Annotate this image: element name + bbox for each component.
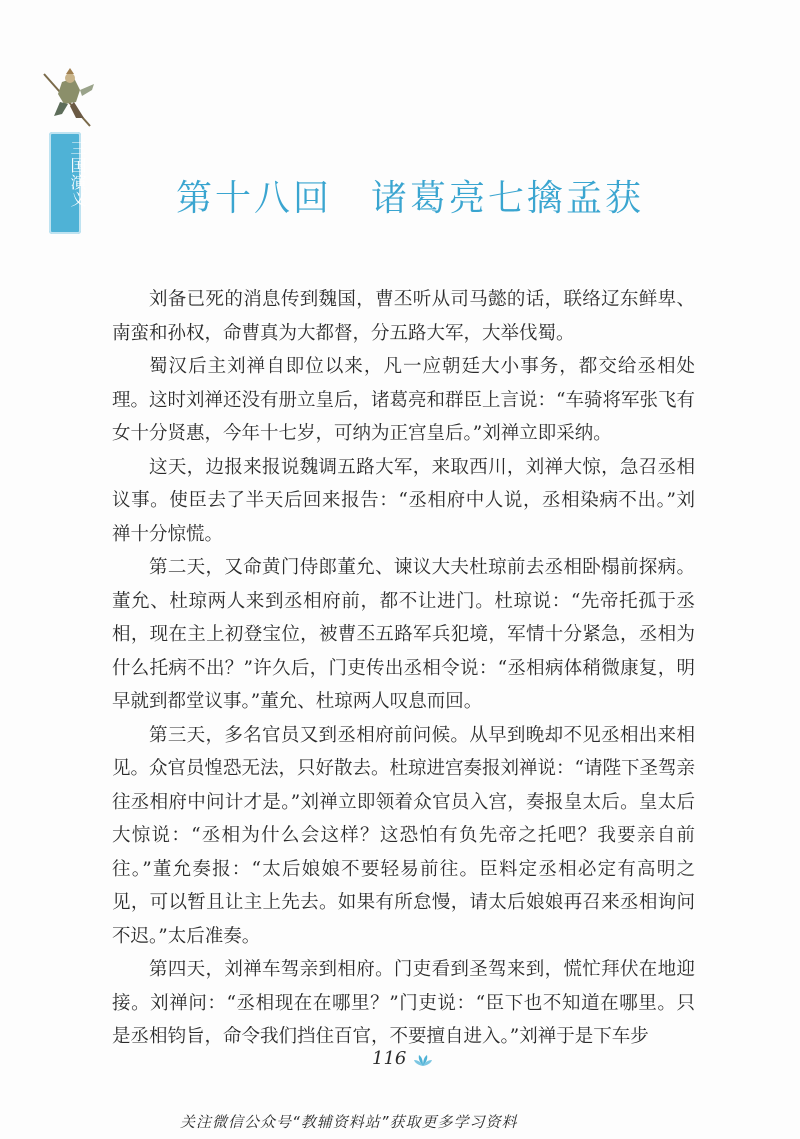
paragraph: 第二天，又命黄门侍郎董允、谏议大夫杜琼前去丞相卧榻前探病。董允、杜琼两人来到丞相府前，都不让进门。杜琼说：“先帝托孤于丞相，现在主上初登宝位，被曹丕五路军兵犯境，军情十分紧急，丞相为什么托病不出？”许久后，门吏传出丞相令说：“丞相病体稍微康复，明早就到都堂议事。”董允、杜琼两人叹息而回。 [112, 557, 695, 712]
book-title-tab [49, 132, 87, 234]
paragraph: 蜀汉后主刘禅自即位以来，凡一应朝廷大小事务，都交给丞相处理。这时刘禅还没有册立皇后，诸葛亮和群臣上言说：“车骑将军张飞有女十分贤惠，今年十七岁，可纳为正宫皇后。”刘禅立即采纳。 [112, 356, 695, 444]
paragraph: 第三天，多名官员又到丞相府前问候。从早到晚却不见丞相出来相见。众官员惶恐无法，只好散去。杜琼进宫奏报刘禅说：“请陛下圣驾亲往丞相府中问计才是。”刘禅立即领着众官员入宫，奏报皇太后。皇太后大惊说：“丞相为什么会这样？这恐怕有负先帝之托吧？我要亲自前往。”董允奏报：“太后娘娘不要轻易前往。臣料定丞相必定有高明之见，可以暂且让主上先去。如果有所怠慢，请太后娘娘再召来丞相询问不迟。”太后准奏。 [112, 724, 695, 947]
page-number: 116 [372, 1048, 407, 1069]
footer-note: 关注微信公众号“教辅资料站”获取更多学习资料 [180, 1113, 518, 1131]
warrior-illustration-icon [40, 68, 98, 130]
book-title-label: 三国演义 [68, 140, 87, 208]
paragraph: 第四天，刘禅车驾亲到相府。门吏看到圣驾来到，慌忙拜伏在地迎接。刘禅问：“丞相现在在哪里？”门吏说：“臣下也不知道在哪里。只是丞相钧旨，命令我们挡住百官，不要擅自进入。”刘禅于是下车步 [112, 959, 695, 1047]
body-text [112, 283, 695, 1054]
leaf-ornament-icon [414, 1052, 432, 1066]
paragraph: 刘备已死的消息传到魏国，曹丕听从司马懿的话，联络辽东鲜卑、南蛮和孙权，命曹真为大都督，分五路大军，大举伐蜀。 [112, 289, 695, 344]
chapter-title: 第十八回 诸葛亮七擒孟获 [175, 178, 644, 219]
paragraph: 这天，边报来报说魏调五路大军，来取西川，刘禅大惊，急召丞相议事。使臣去了半天后回来报告：“丞相府中人说，丞相染病不出。”刘禅十分惊慌。 [112, 456, 695, 545]
